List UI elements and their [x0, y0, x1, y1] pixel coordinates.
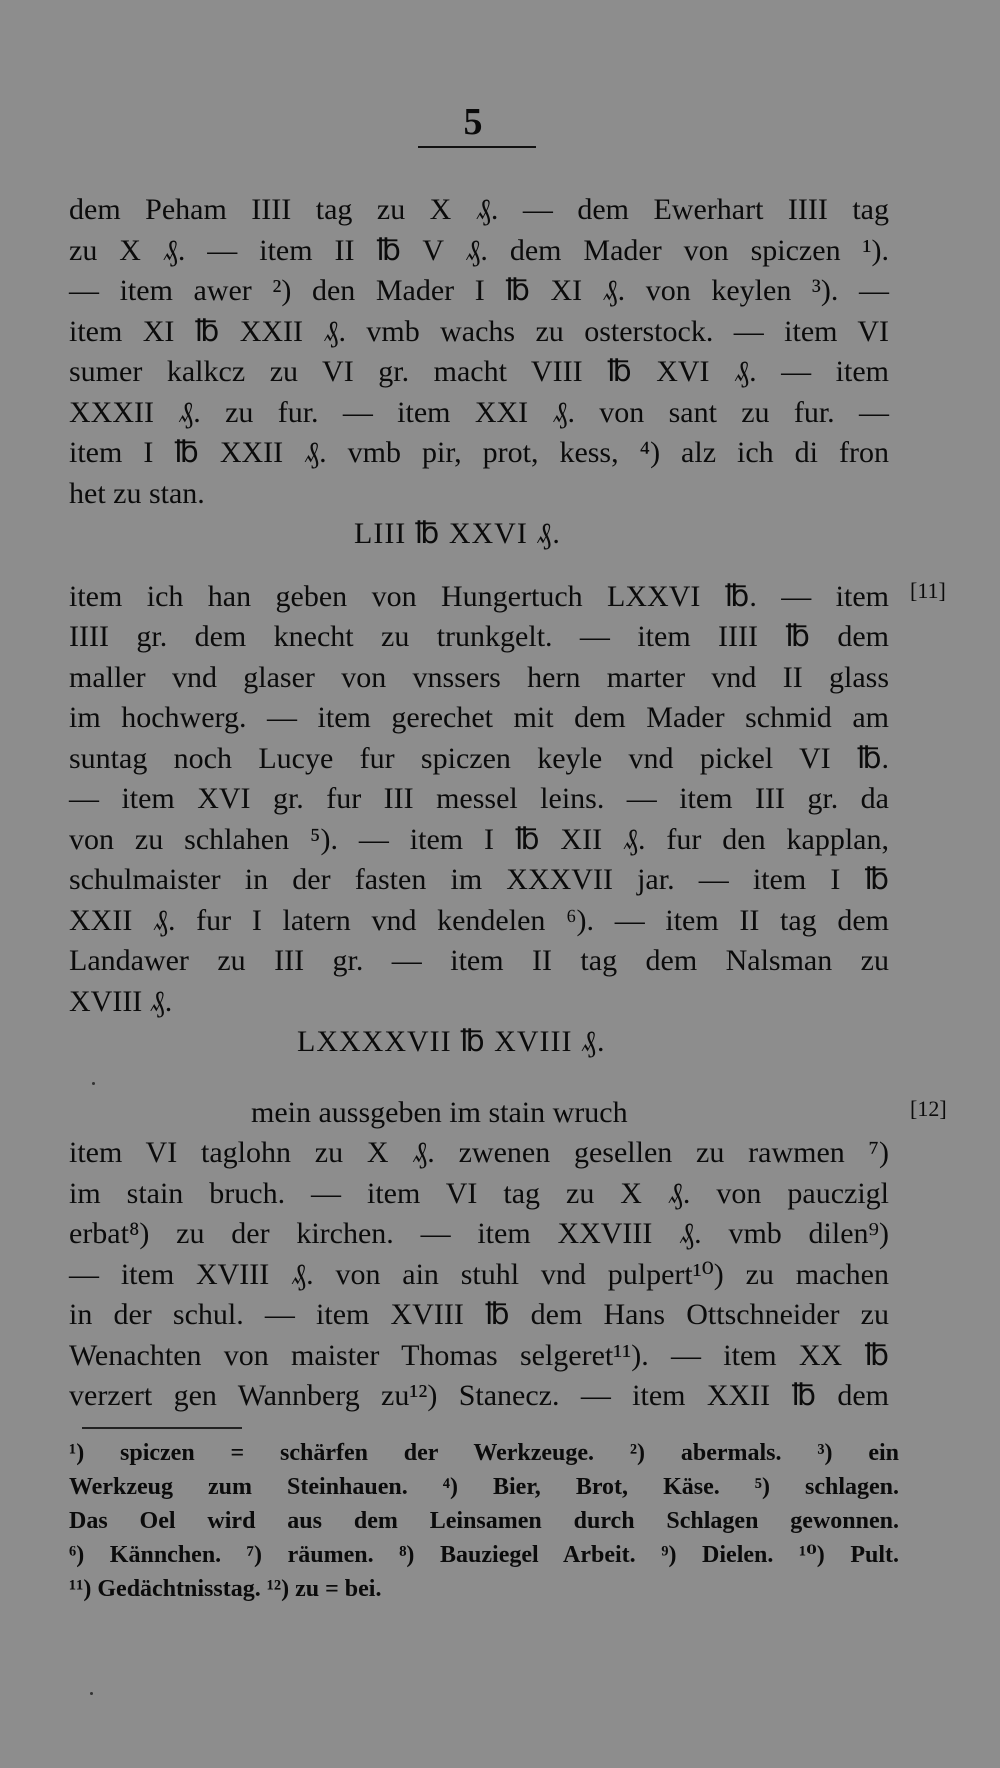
sum-total-1: LIII ℔ XXVI ₰.: [354, 517, 561, 550]
text-line: im hochwerg. — item gerechet mit dem Mader schmid am: [69, 701, 889, 734]
text-line: sumer kalkcz zu VI gr. macht VIII ℔ XVI ₰. — item: [69, 355, 889, 388]
footnote-line: ¹¹) Gedächtnisstag. ¹²) zu = bei.: [69, 1576, 382, 1602]
paper-speck: [92, 1082, 95, 1085]
text-line: — item awer ²) den Mader I ℔ XI ₰. von keylen ³). —: [69, 274, 889, 307]
text-line: XXII ₰. fur I latern vnd kendelen ⁶). — item II tag dem: [69, 903, 889, 937]
text-line: XVIII ₰.: [69, 984, 173, 1018]
text-line: im stain bruch. — item VI tag zu X ₰. von pauczigl: [69, 1176, 889, 1210]
sum-total-2: LXXXXVII ℔ XVIII ₰.: [297, 1025, 606, 1058]
text-line: in der schul. — item XVIII ℔ dem Hans Ottschneider zu: [69, 1298, 889, 1331]
text-line: item I ℔ XXII ₰. vmb pir, prot, kess, ⁴) alz ich di fron: [69, 436, 889, 469]
section-heading: mein aussgeben im stain wruch: [251, 1095, 628, 1129]
text-line: item XI ℔ XXII ₰. vmb wachs zu osterstock. — item VI: [69, 314, 889, 348]
footnote-rule: [82, 1427, 242, 1429]
text-line: von zu schlahen ⁵). — item I ℔ XII ₰. fur den kapplan,: [69, 822, 889, 856]
text-line: — item XVI gr. fur III messel leins. — item III gr. da: [69, 782, 889, 815]
text-line: dem Peham IIII tag zu X ₰. — dem Ewerhart IIII tag: [69, 193, 889, 226]
footnotes: [69, 1436, 899, 1606]
text-line: XXXII ₰. zu fur. — item XXI ₰. von sant zu fur. —: [69, 395, 889, 429]
margin-note-11: [11]: [910, 578, 946, 603]
footnote-line: ⁶) Kännchen. ⁷) räumen. ⁸) Bauziegel Arbeit. ⁹) Dielen. ¹⁰) Pult.: [69, 1542, 899, 1568]
text-line: schulmaister in der fasten im XXXVII jar. — item I ℔: [69, 863, 889, 896]
page-number: 5: [463, 101, 483, 143]
text-line: item VI taglohn zu X ₰. zwenen gesellen zu rawmen ⁷): [69, 1136, 889, 1169]
text-line: IIII gr. dem knecht zu trunkgelt. — item IIII ℔ dem: [69, 620, 889, 653]
main-text: [69, 190, 889, 1417]
text-line: item ich han geben von Hungertuch LXXVI ℔. — item: [69, 579, 889, 613]
page-number-rule: [418, 146, 536, 148]
footnote-line: ¹) spiczen = schärfen der Werkzeuge. ²) abermals. ³) ein: [69, 1440, 899, 1466]
text-line: Wenachten von maister Thomas selgeret¹¹). — item XX ℔: [69, 1338, 889, 1372]
text-line: Landawer zu III gr. — item II tag dem Nalsman zu: [69, 944, 889, 977]
footnote-line: Das Oel wird aus dem Leinsamen durch Schlagen gewonnen.: [69, 1508, 899, 1534]
footnote-line: Werkzeug zum Steinhauen. ⁴) Bier, Brot, Käse. ⁵) schlagen.: [69, 1474, 899, 1500]
text-line: — item XVIII ₰. von ain stuhl vnd pulpert¹⁰) zu machen: [69, 1257, 889, 1291]
text-line: maller vnd glaser von vnssers hern marter vnd II glass: [69, 660, 889, 694]
text-line: verzert gen Wannberg zu¹²) Stanecz. — item XXII ℔ dem: [69, 1379, 889, 1412]
paper-speck: [90, 1692, 93, 1695]
text-line: het zu stan.: [69, 476, 205, 510]
margin-note-12: [12]: [910, 1096, 947, 1121]
text-line: suntag noch Lucye fur spiczen keyle vnd pickel VI ℔.: [69, 741, 889, 775]
text-line: zu X ₰. — item II ℔ V ₰. dem Mader von spiczen ¹).: [69, 233, 889, 267]
text-line: erbat⁸) zu der kirchen. — item XXVIII ₰. vmb dilen⁹): [69, 1217, 889, 1250]
